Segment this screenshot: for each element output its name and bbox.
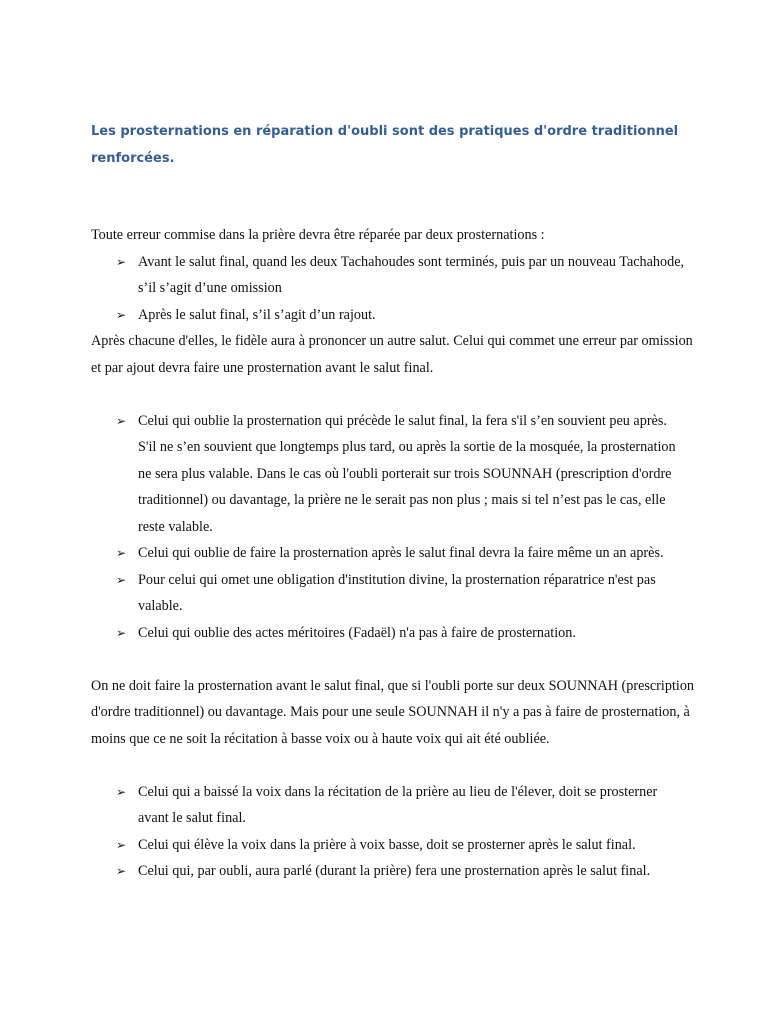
list-item: ➢ Avant le salut final, quand les deux Tachahoudes sont terminés, puis par un nouveau Tachahode, s’il s’agit d’une omission: [116, 249, 698, 302]
arrowhead-bullet-icon: ➢: [116, 784, 127, 799]
list-item: ➢ Pour celui qui omet une obligation d'institution divine, la prosternation réparatrice n'est pas valable.: [116, 567, 698, 620]
intro-paragraph: Toute erreur commise dans la prière devra être réparée par deux prosternations :: [91, 227, 545, 243]
list-item: ➢ Après le salut final, s’il s’agit d’un rajout.: [116, 302, 698, 329]
body-paragraph-1: Après chacune d'elles, le fidèle aura à prononcer un autre salut. Celui qui commet une erreur par omission et par ajout devra faire une prosternation avant le salut final.: [91, 333, 693, 376]
bullet-list-3: [116, 779, 698, 885]
list-item: ➢ Celui qui oublie de faire la prosternation après le salut final devra la faire même un an après.: [116, 540, 698, 567]
arrowhead-bullet-icon: ➢: [116, 864, 127, 878]
bullet-list-1: [116, 249, 698, 329]
list-item: ➢ Celui qui, par oubli, aura parlé (durant la prière) fera une prosternation après le salut final.: [116, 858, 698, 885]
arrowhead-bullet-icon: ➢: [116, 254, 127, 269]
arrowhead-bullet-icon: ➢: [116, 837, 127, 852]
list-item: ➢ Celui qui a baissé la voix dans la récitation de la prière au lieu de l'élever, doit se prosterner avant le salut final.: [116, 779, 698, 832]
list-item: ➢ Celui qui oublie la prosternation qui précède le salut final, la fera s'il s’en souvient peu après. S'il ne s’en souvient que longtemps plus tard, ou après la sortie de la mosquée, la prosternation ne sera plus valable. Dans le cas où l'oubli porterait sur trois SOUNNAH (prescription d'ordre traditionnel) ou davantage, la prière ne le serait pas non plus ; mais si tel n’est pas le cas, elle reste valable.: [116, 408, 698, 541]
arrowhead-bullet-icon: ➢: [116, 625, 127, 640]
bullet-list-2: [116, 408, 698, 647]
arrowhead-bullet-icon: ➢: [116, 413, 127, 428]
list-item: ➢ Celui qui élève la voix dans la prière à voix basse, doit se prosterner après le salut final.: [116, 832, 698, 859]
body-paragraph-2: On ne doit faire la prosternation avant le salut final, que si l'oubli porte sur deux SOUNNAH (prescription d'ordre traditionnel) ou davantage. Mais pour une seule SOUNNAH il n'y a pas à faire de prosternation, à moins que ce ne soit la récitation à basse voix ou à haute voix qui ait été oubliée.: [91, 677, 695, 747]
section-heading: Les prosternations en réparation d'oubli sont des pratiques d'ordre traditionnel renforcées.: [91, 124, 679, 166]
arrowhead-bullet-icon: ➢: [116, 572, 127, 587]
arrowhead-bullet-icon: ➢: [116, 307, 127, 322]
list-item: ➢ Celui qui oublie des actes méritoires (Fadaël) n'a pas à faire de prosternation.: [116, 620, 698, 647]
arrowhead-bullet-icon: ➢: [116, 546, 127, 560]
